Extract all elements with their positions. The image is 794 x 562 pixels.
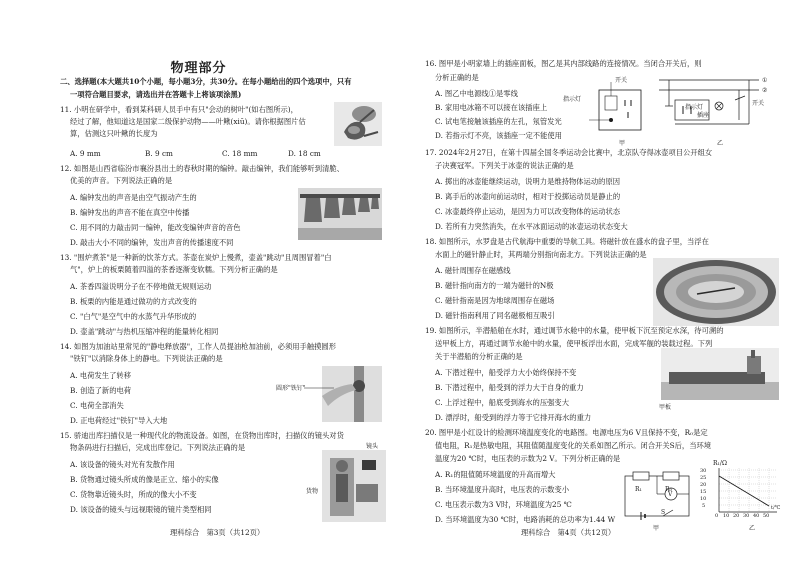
q18-option-c: C. 磁针指南是因为地球周围存在磁场 bbox=[435, 296, 555, 305]
left-page-footer: 理科综合 第3页（共12页） bbox=[170, 528, 265, 537]
q20-graph-xtick-10: 10 bbox=[723, 513, 730, 519]
q16-socket-label: 插座 bbox=[697, 112, 710, 119]
q12-option-a: A. 编钟发出的声音是由空气振动产生的 bbox=[70, 193, 197, 202]
q18-option-a: A. 磁针周围存在磁感线 bbox=[435, 266, 511, 275]
q14-option-c: C. 电荷全部消失 bbox=[70, 401, 124, 410]
q19-option-d: D. 漂浮时，船受到的浮力等于它排开海水的重力 bbox=[435, 413, 592, 422]
right-page bbox=[397, 0, 794, 562]
section-instructions-line1: 二、选择题(本大题共10个小题，每小题3分，共30分。在每小题给出的四个选项中，只有 bbox=[60, 77, 352, 86]
q12-option-d: D. 敲击大小不同的编钟，发出声音的传播速度不同 bbox=[70, 238, 234, 247]
q16-line2: 分析正确的是 bbox=[435, 73, 479, 82]
q20-graph-ylabel: R₁/Ω bbox=[713, 460, 727, 467]
q12-option-b: B. 编钟发出的声音不能在真空中传播 bbox=[70, 208, 190, 217]
q15-goods-label: 货物 bbox=[306, 488, 319, 495]
q12-line1: 12. 如图是山西省临汾市襄汾县出土的春秋时期的编钟。敲击编钟，我们能够听到清脆、 bbox=[60, 164, 344, 173]
q11-line2: 经过了解，他知道这是国家二级保护动物——叶鳅(xiū)。请你根据图片估 bbox=[70, 117, 306, 126]
q16-indicator-label: 指示灯 bbox=[563, 96, 582, 103]
q16-option-b: B. 家用电冰箱不可以接在该插座上 bbox=[435, 103, 548, 112]
q20-fig-yi-caption: 乙 bbox=[749, 525, 756, 532]
q20-switch-label: S bbox=[661, 509, 666, 516]
q15-option-a: A. 该设备的镜头对光有发散作用 bbox=[70, 460, 175, 469]
q20-r0-label: R₀ bbox=[665, 486, 672, 493]
q16-switch-label-jia: 开关 bbox=[615, 77, 628, 84]
q14-line1: 14. 如图为加油站里常见的"静电释放器"，工作人员提油枪加油前，必须用手触摸圆形 bbox=[60, 342, 337, 351]
q12-option-c: C. 用不同的力敲击同一编钟，能改变编钟声音的音色 bbox=[70, 223, 241, 232]
q20-graph-ytick-5: 5 bbox=[702, 503, 706, 509]
q16-wire-two-label: ② bbox=[762, 87, 768, 94]
q20-graph-ytick-25: 25 bbox=[700, 475, 707, 481]
q18-option-d: D. 磁针指南利用了同名磁极相互吸引 bbox=[435, 311, 555, 320]
q19-deck-label: 甲板 bbox=[659, 404, 672, 411]
q20-line1: 20. 图甲是小红设计的检测环境温度变化的电路图。电源电压为6 V且保持不变，R₀是定 bbox=[425, 428, 708, 437]
q18-line1: 18. 如图所示，水罗盘是古代航海中重要的导航工具。将磁针放在盛水的盘子里，当浮在 bbox=[425, 237, 709, 246]
q16-fig-yi-caption: 乙 bbox=[717, 140, 724, 147]
q20-graph-ytick-20: 20 bbox=[700, 482, 707, 488]
q18-option-b: B. 磁针指向南方的一端为磁针的N极 bbox=[435, 281, 554, 290]
q20-line3: 温度为20 ℃时，电压表的示数为2 V。下列分析正确的是 bbox=[435, 454, 621, 463]
q20-graph-xtick-0: 0 bbox=[715, 513, 719, 519]
q15-option-c: C. 货物靠近镜头时，所成的像大小不变 bbox=[70, 490, 197, 499]
q20-resistance-temperature-graph bbox=[705, 466, 781, 520]
q13-option-c: C. "白气"是空气中的水蒸气升华形成的 bbox=[70, 312, 197, 321]
q13-option-b: B. 板栗的内能是通过做功的方式改变的 bbox=[70, 297, 197, 306]
q11-leaf-fish-photo bbox=[334, 102, 382, 146]
q16-fig-jia-caption: 甲 bbox=[619, 140, 626, 147]
q16-socket-diagram bbox=[569, 76, 769, 146]
q13-line2: 气"，炉上的板栗随着四溢的茶香逐渐变软糯。下列分析正确的是 bbox=[70, 265, 278, 274]
q20-r1-label: R₁ bbox=[635, 486, 642, 493]
q16-indicator-label-yi: 指示灯 bbox=[685, 104, 704, 111]
q17-line1: 17. 2024年2月27日，在第十四届全国冬季运动会比赛中，北京队夺得冰壶项目公开组女 bbox=[425, 148, 713, 157]
q16-option-a: A. 图乙中电源线①是零线 bbox=[435, 89, 518, 98]
q20-graph-xlabel: t/℃ bbox=[771, 505, 781, 511]
q15-line2: 物条码进行扫描后，完成出库登记。下列说法正确的是 bbox=[70, 443, 246, 452]
q11-option-d: D. 18 cm bbox=[288, 149, 321, 158]
q13-option-d: D. 壶盖"跳动"与热机压缩冲程的能量转化相同 bbox=[70, 327, 219, 336]
q11-option-b: B. 9 cm bbox=[145, 149, 173, 158]
q20-option-d: D. 当环境温度为30 ℃时，电路消耗的总功率为1.44 W bbox=[435, 515, 616, 524]
q12-line2: 优美的声音。下列说法正确的是 bbox=[70, 176, 173, 185]
q20-graph-ytick-30: 30 bbox=[700, 468, 707, 474]
section-instructions-line2: 一项符合题目要求，请选出并在答题卡上将该项涂黑) bbox=[70, 90, 242, 99]
q16-switch-label-yi: 开关 bbox=[752, 100, 765, 107]
q20-fig-jia-caption: 甲 bbox=[653, 525, 660, 532]
q19-semi-submersible-ship-photo bbox=[661, 348, 779, 400]
q13-option-a: A. 茶香四溢说明分子在不停地做无规则运动 bbox=[70, 282, 212, 291]
q19-option-b: B. 下潜过程中，船受到的浮力大于自身的重力 bbox=[435, 383, 584, 392]
q16-option-c: C. 试电笔接触该插座的左孔，氖管发光 bbox=[435, 117, 562, 126]
q15-option-d: D. 该设备的镜头与远视眼镜的镜片类型相同 bbox=[70, 505, 212, 514]
q20-option-b: B. 当环境温度升高时，电压表的示数变小 bbox=[435, 485, 570, 494]
q11-line1: 11. 小明在研学中，看到某科研人员手中有只"会动的树叶"(如右图所示)， bbox=[60, 105, 298, 114]
q19-line3: 关于半潜船的分析正确的是 bbox=[435, 352, 523, 361]
q20-graph-xtick-20: 20 bbox=[733, 513, 740, 519]
q14-fig-pointer bbox=[304, 386, 334, 390]
q19-line2: 送甲板上方，再通过调节水舱中的水量，使甲板浮出水面，完成军舰的装载过程。下列 bbox=[435, 339, 713, 348]
q15-scanner-photo bbox=[322, 450, 386, 522]
q14-fig-label: 圆形"铁钉" bbox=[276, 385, 306, 392]
q15-line1: 15. 骄迪出库扫描仪是一种现代化的物流设备。如图，在货物出库时，扫描仪的镜头对货 bbox=[60, 431, 344, 440]
q11-line3: 算，估测这只叶鳅的长度为 bbox=[70, 129, 158, 138]
q14-line2: "铁钉"以消除身体上的静电。下列说法正确的是 bbox=[70, 354, 223, 363]
q20-line2: 值电阻，R₁是热敏电阻，其阻值随温度变化的关系如图乙所示。闭合开关S后，当环境 bbox=[435, 441, 712, 450]
q16-wire-one-label: ① bbox=[762, 77, 768, 84]
q17-option-a: A. 掷出的冰壶能继续运动，说明力是维持物体运动的原因 bbox=[435, 177, 621, 186]
q20-voltmeter-label: V bbox=[668, 491, 673, 498]
q15-option-b: B. 货物通过镜头所成的像是正立、缩小的实像 bbox=[70, 475, 219, 484]
q20-graph-ytick-10: 10 bbox=[700, 496, 707, 502]
q11-option-a: A. 9 mm bbox=[70, 149, 101, 158]
q13-line1: 13. "围炉煮茶"是一种新的饮茶方式。茶壶在炭炉上慢煮，壶盖"跳动"且周围冒着"白 bbox=[60, 253, 332, 262]
q17-option-d: D. 若所有力突然消失，在水平冰面运动的冰壶运动状态变大 bbox=[435, 222, 628, 231]
q20-graph-ytick-15: 15 bbox=[700, 489, 707, 495]
q14-option-d: D. 正电荷经过"铁钉"导入大地 bbox=[70, 416, 168, 425]
q19-line1: 19. 如图所示，半潜船舶在水时，通过调节水舱中的水量，使甲板下沉至预定水深，待可溯的 bbox=[425, 326, 724, 335]
q19-option-c: C. 上浮过程中，船底受到海水的压强变大 bbox=[435, 398, 570, 407]
q20-option-a: A. R₁的阻值随环境温度的升高而增大 bbox=[435, 470, 556, 479]
section-title: 物理部分 bbox=[170, 61, 227, 76]
q14-option-b: B. 创造了新的电荷 bbox=[70, 386, 132, 395]
q16-line1: 16. 图甲是小明家墙上的插座面板，图乙是其内部线路的连接情况。当闭合开关后，则 bbox=[425, 59, 702, 68]
q18-line2: 水面上的磁针静止时，其两端分别指向南北方。下列说法正确的是 bbox=[435, 250, 647, 259]
q12-chime-bells-photo bbox=[298, 188, 382, 240]
q11-option-c: C. 18 mm bbox=[222, 149, 258, 158]
q15-lens-label: 镜头 bbox=[366, 443, 379, 450]
q20-circuit-diagram bbox=[619, 470, 695, 522]
q14-option-a: A. 电荷发生了转移 bbox=[70, 371, 131, 380]
q20-option-c: C. 电压表示数为3 V时，环境温度为25 ℃ bbox=[435, 500, 572, 509]
q19-option-a: A. 下潜过程中，船受浮力大小始终保持不变 bbox=[435, 368, 577, 377]
q20-graph-xtick-30: 30 bbox=[743, 513, 750, 519]
q20-graph-xtick-50: 50 bbox=[763, 513, 770, 519]
q17-option-b: B. 离手后的冰壶向前运动时，相对于投掷运动员是静止的 bbox=[435, 192, 621, 201]
q14-static-discharger-photo bbox=[322, 366, 382, 422]
right-page-footer: 理科综合 第4页（共12页） bbox=[521, 528, 616, 537]
q17-option-c: C. 冰壶最终停止运动，是因为力可以改变物体的运动状态 bbox=[435, 207, 621, 216]
q17-line2: 子决赛冠军。下列关于冰壶的说法正确的是 bbox=[435, 161, 574, 170]
q18-water-compass-photo bbox=[653, 258, 779, 326]
q16-option-d: D. 若指示灯不亮，该插座一定不能使用 bbox=[435, 131, 562, 140]
q20-graph-xtick-40: 40 bbox=[753, 513, 760, 519]
